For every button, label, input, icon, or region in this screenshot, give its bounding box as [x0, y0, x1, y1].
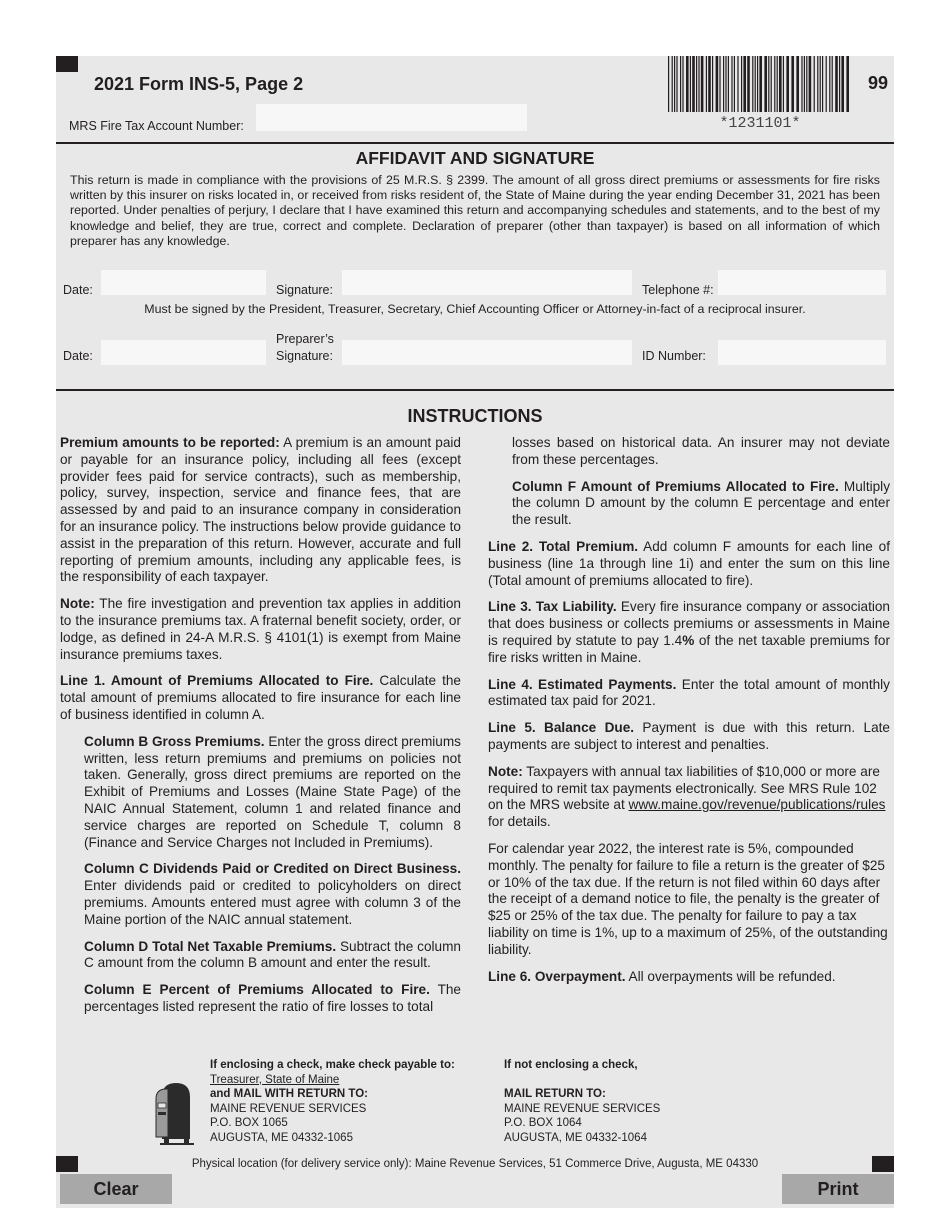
barcode-bar	[692, 56, 695, 112]
nocheck-address-line: P.O. BOX 1064	[504, 1117, 582, 1130]
barcode-bar	[686, 56, 689, 112]
barcode-bar	[806, 56, 807, 112]
nocheck-address-line: MAINE REVENUE SERVICES	[504, 1102, 661, 1115]
preparer-date-label: Date:	[63, 349, 93, 363]
id-number-input[interactable]	[718, 340, 886, 365]
barcode-bar	[809, 56, 812, 112]
mrs-rules-link[interactable]: www.maine.gov/revenue/publications/rules	[628, 797, 886, 813]
barcode-bar	[801, 56, 802, 112]
barcode-bar	[817, 56, 818, 112]
premium-amounts-paragraph: Premium amounts to be reported: A premium is an amount paid or payable for an insurance policy, including all fees (except provider fees paid for service contracts), such as membership, policy, survey, inspection, service and finance fees, that are assessed by and paid to an insurance company in consideration for an insurance policy. The instructions below provide guidance to assist in the preparation of this return. However, accurate and full reporting of premium amounts, including any applicable fees, is the responsibility of each taxpayer.	[60, 435, 461, 585]
nocheck-mailing-block	[504, 1058, 660, 1146]
line3-paragraph: Line 3. Tax Liability. Every fire insurance company or association that does business or collects premiums or assessments in Maine is required by statute to pay 1.4% of the net taxable premiums for fire risks written in Maine.	[488, 599, 890, 665]
page-code: 99	[868, 73, 889, 93]
line5-paragraph: Line 5. Balance Due. Payment is due with this return. Late payments are subject to interest and penalties.	[488, 720, 890, 752]
barcode-bar	[682, 56, 683, 112]
barcode-bar	[755, 56, 756, 112]
column-c-paragraph: Column C Dividends Paid or Credited on Direct Business. Enter dividends paid or credited to policyholders on direct premiums. Amounts entered must agree with column 3 of the Maine portion of the NAIC annual statement.	[84, 861, 461, 927]
barcode-bar	[696, 56, 697, 112]
barcode-bar	[676, 56, 677, 112]
check-address-line: AUGUSTA, ME 04332-1065	[210, 1131, 353, 1144]
barcode-bar	[668, 56, 669, 112]
divider	[56, 142, 894, 144]
barcode-bar	[712, 56, 713, 112]
barcode-bar	[804, 56, 805, 112]
note-paragraph: Note: The fire investigation and prevention tax applies in addition to the insurance premiums tax. A fraternal benefit society, order, or lodge, as defined in 24-A M.R.S. § 4101(1) is exempt from Maine insurance premiums taxes.	[60, 596, 461, 662]
barcode-bar	[829, 56, 830, 112]
barcode-bar	[846, 56, 849, 112]
barcode-bar	[779, 56, 782, 112]
nocheck-address-line: AUGUSTA, ME 04332-1064	[504, 1131, 647, 1144]
barcode-bar	[786, 56, 789, 112]
barcode-bar	[723, 56, 724, 112]
barcode-bar	[734, 56, 735, 112]
barcode-text: *1231101*	[719, 115, 801, 132]
date-label: Date:	[63, 283, 93, 297]
affidavit-title: AFFIDAVIT AND SIGNATURE	[355, 148, 595, 168]
barcode-bar	[716, 56, 719, 112]
barcode-bar	[777, 56, 778, 112]
barcode-bar	[759, 56, 762, 112]
line6-paragraph: Line 6. Overpayment. All overpayments will be refunded.	[488, 968, 836, 984]
barcode-bar	[822, 56, 823, 112]
barcode-bar	[728, 56, 729, 112]
barcode-bar	[832, 56, 833, 112]
barcode-bar	[672, 56, 673, 112]
telephone-input[interactable]	[718, 270, 886, 295]
barcode-bar	[725, 56, 726, 112]
barcode-bar	[701, 56, 704, 112]
date-input[interactable]	[101, 270, 266, 295]
physical-location: Physical location (for delivery service only): Maine Revenue Services, 51 Commerce Drive, Augusta, ME 04330	[191, 1158, 759, 1170]
barcode-bar	[708, 56, 711, 112]
check-heading: If enclosing a check, make check payable to:	[210, 1059, 455, 1071]
signing-requirement: Must be signed by the President, Treasurer, Secretary, Chief Accounting Officer or Attorney-in-fact of a reciprocal insurer.	[144, 302, 806, 316]
form-title: 2021 Form INS-5, Page 2	[94, 74, 304, 94]
nocheck-heading: If not enclosing a check,	[504, 1059, 638, 1071]
signature-label: Signature:	[276, 283, 333, 297]
check-payee: Treasurer, State of Maine	[210, 1073, 340, 1086]
instructions-right-column	[488, 435, 890, 995]
barcode-bar	[674, 56, 675, 112]
barcode-bar	[826, 56, 827, 112]
check-address-line: P.O. BOX 1065	[210, 1117, 288, 1130]
barcode-bar	[841, 56, 844, 112]
account-number-input[interactable]	[256, 104, 527, 131]
preparer-date-input[interactable]	[101, 340, 266, 365]
telephone-label: Telephone #:	[642, 283, 714, 297]
line2-paragraph: Line 2. Total Premium. Add column F amounts for each line of business (line 1a through line 1i) and enter the sum on this line (Total amount of premiums allocated to fire).	[488, 538, 890, 588]
line1-paragraph: Line 1. Amount of Premiums Allocated to Fire. Calculate the total amount of premiums allocated to fire insurance for each line of business identified in column A.	[60, 673, 461, 722]
column-d-paragraph: Column D Total Net Taxable Premiums. Subtract the column C amount from the column B amount and enter the result.	[84, 938, 461, 971]
barcode-bar	[690, 56, 691, 112]
barcode-bar	[752, 56, 753, 112]
barcode-bar	[783, 56, 784, 112]
barcode-bar	[741, 56, 742, 112]
form-page	[56, 56, 894, 1208]
barcode-bar	[835, 56, 838, 112]
check-mail-heading: and MAIL WITH RETURN TO:	[210, 1088, 369, 1101]
mailbox-icon	[152, 1079, 200, 1147]
barcode-bar	[757, 56, 758, 112]
instructions-title: INSTRUCTIONS	[407, 406, 543, 426]
affidavit-text: This return is made in compliance with the provisions of 25 M.R.S. § 2399. The amount of all gross direct premiums or assessments for fire risks written by this insurer on risks located in, or received from risks resident of, the State of Maine during the year ending December 31, 2021 has been reported. Under penalties of perjury, I declare that I have examined this return and accompanying schedules and statements, and to the best of my knowledge and belief, they are true, correct and complete. Declaration of preparer (other than taxpayer) is based on all information of which preparer has any knowledge.	[70, 173, 880, 248]
barcode-bar	[814, 56, 815, 112]
interest-penalty-paragraph: For calendar year 2022, the interest rate is 5%, compounded monthly. The penalty for failure to file a return is the greater of $25 or 10% of the tax due. If the return is not filed within 60 days after the receipt of a demand notice to file, the penalty is the greater of $25 or 25% of the tax due. The penalty for failure to pay a tax liability on time is 1%, up to a maximum of 25%, of the outstanding liability.	[488, 840, 888, 957]
barcode-bar	[743, 56, 746, 112]
barcode-bar	[820, 56, 821, 112]
barcode	[668, 56, 852, 112]
signature-input[interactable]	[342, 270, 632, 295]
print-button[interactable]: Print	[782, 1174, 894, 1204]
nocheck-mail-heading: MAIL RETURN TO:	[504, 1088, 606, 1101]
electronic-payment-note: Note: Taxpayers with annual tax liabilities of $10,000 or more are required to remit tax payments electronically. See MRS Rule 102 on the MRS website at www.maine.gov/revenue/publications/rules for details.	[488, 763, 886, 830]
barcode-bar	[680, 56, 681, 112]
registration-mark	[56, 56, 78, 72]
column-b-paragraph: Column B Gross Premiums. Enter the gross direct premiums written, less return premiums and premiums on policies not taken. Generally, gross direct premiums are reported on the Exhibit of Premiums and Losses (Maine State Page) of the NAIC Annual Statement, column 1 and related finance and service charges are reported on Schedule T, column 8 (Finance and Service Charges not Included in Premiums).	[84, 733, 461, 850]
barcode-bar	[791, 56, 794, 112]
preparer-signature-label: Signature:	[276, 349, 333, 363]
barcode-bar	[839, 56, 840, 112]
barcode-bar	[737, 56, 738, 112]
barcode-bar	[764, 56, 767, 112]
id-number-label: ID Number:	[642, 349, 706, 363]
barcode-bar	[774, 56, 775, 112]
barcode-bar	[771, 56, 772, 112]
barcode-bar	[796, 56, 799, 112]
preparer-signature-input[interactable]	[342, 340, 632, 365]
account-number-label: MRS Fire Tax Account Number:	[69, 119, 244, 133]
check-mailing-block	[210, 1058, 455, 1146]
line4-paragraph: Line 4. Estimated Payments. Enter the total amount of monthly estimated tax paid for 2021.	[488, 676, 890, 709]
preparer-label: Preparer’s	[276, 332, 334, 346]
barcode-bar	[768, 56, 769, 112]
column-f-paragraph: Column F Amount of Premiums Allocated to Fire. Multiply the column D amount by the column E percentage and enter the result.	[512, 478, 891, 528]
barcode-bar	[719, 56, 720, 112]
barcode-bar	[747, 56, 750, 112]
divider	[56, 389, 894, 391]
barcode-bar	[731, 56, 732, 112]
barcode-bar	[698, 56, 699, 112]
clear-button[interactable]: Clear	[60, 1174, 172, 1204]
check-address-line: MAINE REVENUE SERVICES	[210, 1102, 367, 1115]
instructions-left-column	[60, 435, 461, 1026]
column-e-continued: losses based on historical data. An insurer may not deviate from these percentages.	[512, 435, 890, 467]
column-e-paragraph: Column E Percent of Premiums Allocated to Fire. The percentages listed represent the ratio of fire losses to total	[84, 982, 461, 1014]
barcode-bar	[706, 56, 707, 112]
